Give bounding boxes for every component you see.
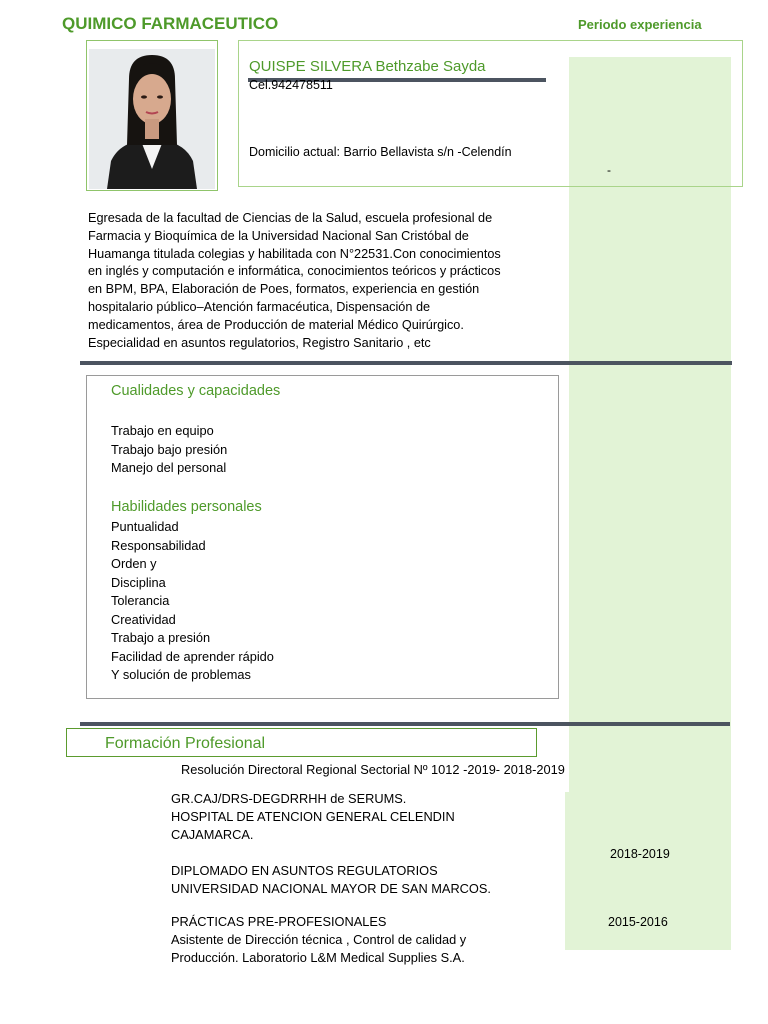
habilidades-list bbox=[111, 518, 274, 685]
list-item: Orden y bbox=[111, 556, 157, 571]
entry-year: 2015-2016 bbox=[608, 915, 668, 929]
profile-line: en inglés y computación e informática, conocimientos teóricos y prácticos bbox=[88, 264, 501, 279]
entry-line: DIPLOMADO EN ASUNTOS REGULATORIOS bbox=[171, 863, 438, 878]
profile-line: Farmacia y Bioquímica de la Universidad Nacional San Cristóbal de bbox=[88, 228, 469, 243]
entry-line: Asistente de Dirección técnica , Control de calidad y bbox=[171, 932, 467, 947]
photo-frame bbox=[86, 40, 218, 191]
profile-line: hospitalario público–Atención farmacéutica, Dispensación de bbox=[88, 299, 431, 314]
education-entry bbox=[171, 913, 466, 967]
list-item: Tolerancia bbox=[111, 593, 170, 608]
section-divider bbox=[80, 722, 730, 726]
list-item: Trabajo bajo presión bbox=[111, 441, 228, 457]
resolucion: Resolución Directoral Regional Sectorial Nº 1012 -2019- 2018-2019 bbox=[181, 762, 565, 777]
entry-line: Producción. Laboratorio L&M Medical Supplies S.A. bbox=[171, 950, 465, 965]
education-entry bbox=[171, 862, 491, 898]
list-item: Y solución de problemas bbox=[111, 667, 251, 682]
profile-line: Egresada de la facultad de Ciencias de la Salud, escuela profesional de bbox=[88, 211, 493, 225]
section-divider bbox=[80, 361, 732, 365]
cualidades-heading: Cualidades y capacidades bbox=[111, 383, 281, 399]
profile-photo bbox=[89, 49, 215, 189]
education-entry bbox=[171, 790, 455, 844]
entry-line: UNIVERSIDAD NACIONAL MAYOR DE SAN MARCOS. bbox=[171, 881, 491, 896]
periodo-heading: Periodo experiencia bbox=[578, 17, 702, 32]
profile-summary bbox=[88, 210, 558, 352]
cualidades-list bbox=[111, 422, 227, 478]
entry-line: PRÁCTICAS PRE-PROFESIONALES bbox=[171, 914, 387, 929]
profile-line: Huamanga titulada colegias y habilitada con N°22531.Con conocimientos bbox=[88, 246, 501, 261]
entry-line: HOSPITAL DE ATENCION GENERAL CELENDIN bbox=[171, 809, 455, 824]
phone-number: Cel.942478511 bbox=[249, 78, 333, 92]
list-item: Manejo del personal bbox=[111, 460, 227, 475]
address: Domicilio actual: Barrio Bellavista s/n -Celendín bbox=[249, 145, 512, 159]
list-item: Trabajo en equipo bbox=[111, 423, 214, 438]
list-item: Trabajo a presión bbox=[111, 630, 211, 645]
profile-line: medicamentos, área de Producción de material Médico Quirúrgico. bbox=[88, 317, 464, 332]
list-item: Responsabilidad bbox=[111, 537, 206, 553]
portrait-image bbox=[89, 49, 215, 189]
list-item: Creatividad bbox=[111, 611, 176, 627]
list-item: Disciplina bbox=[111, 574, 166, 590]
candidate-name: QUISPE SILVERA Bethzabe Sayda bbox=[249, 58, 486, 75]
entry-year: 2018-2019 bbox=[610, 847, 670, 861]
profile-line: en BPM, BPA, Elaboración de Poes, formatos, experiencia en gestión bbox=[88, 282, 480, 297]
formacion-heading: Formación Profesional bbox=[105, 735, 266, 752]
entry-line: GR.CAJ/DRS-DEGDRRHH de SERUMS. bbox=[171, 791, 407, 806]
list-item: Puntualidad bbox=[111, 519, 179, 534]
profile-line: Especialidad en asuntos regulatorios, Registro Sanitario , etc bbox=[88, 335, 431, 350]
periodo-dash: - bbox=[607, 163, 611, 177]
habilidades-heading: Habilidades personales bbox=[111, 499, 262, 515]
job-title: QUIMICO FARMACEUTICO bbox=[62, 14, 279, 33]
entry-line: CAJAMARCA. bbox=[171, 827, 254, 842]
list-item: Facilidad de aprender rápido bbox=[111, 648, 274, 664]
